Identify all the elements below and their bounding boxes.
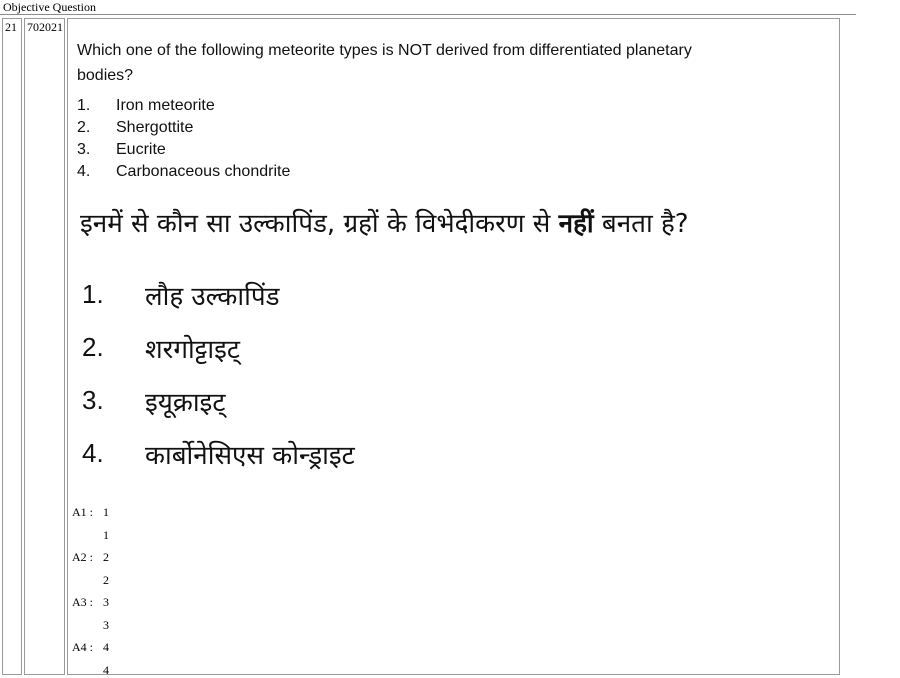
question-text-hindi <box>80 202 689 246</box>
option-english-4 <box>77 161 290 183</box>
options-hindi <box>82 268 355 480</box>
question-hindi-part2: बनता है? <box>593 209 689 239</box>
answer-label: A2 : <box>72 550 93 564</box>
option-label: इयूक्राइट् <box>145 387 226 418</box>
option-label: Shergottite <box>116 119 194 136</box>
option-number: 2. <box>77 119 91 136</box>
option-label: कार्बोनेसिएस कोन्ड्राइट <box>145 440 355 471</box>
option-number: 3. <box>77 141 91 158</box>
option-number: 1. <box>77 97 91 114</box>
option-hindi-4 <box>82 427 355 480</box>
option-number: 3. <box>82 385 104 415</box>
option-label: शरगोट्टाइट् <box>145 334 241 365</box>
answer-label: A4 : <box>72 640 93 654</box>
option-label: Carbonaceous chondrite <box>116 163 291 180</box>
header-divider <box>0 14 856 15</box>
section-header: Objective Question <box>3 0 96 14</box>
option-number: 4. <box>82 438 104 468</box>
answer-value: 4 <box>103 640 109 654</box>
question-hindi-part1: इनमें से कौन सा उल्कापिंड, ग्रहों के विभेदीकरण से <box>80 209 559 239</box>
answer-label: A1 : <box>72 505 93 519</box>
answer-value: 2 <box>103 550 109 564</box>
question-id: 702021 <box>27 20 63 34</box>
option-english-2 <box>77 117 290 139</box>
answer-value-repeat: 4 <box>103 663 109 677</box>
answer-label: A3 : <box>72 595 93 609</box>
option-english-1 <box>77 95 290 117</box>
option-label: लौह उल्कापिंड <box>145 281 280 312</box>
option-hindi-1 <box>82 268 355 321</box>
option-hindi-3 <box>82 374 355 427</box>
option-number: 2. <box>82 332 104 362</box>
answer-value-repeat: 2 <box>103 573 109 587</box>
question-id-cell <box>24 18 65 675</box>
answer-value: 1 <box>103 505 109 519</box>
question-number: 21 <box>5 20 17 34</box>
answer-value-repeat: 3 <box>103 618 109 632</box>
answer-value-repeat: 1 <box>103 528 109 542</box>
question-hindi-emphasis: नहीं <box>558 209 594 239</box>
question-number-cell <box>2 18 22 675</box>
answer-value: 3 <box>103 595 109 609</box>
option-english-3 <box>77 139 290 161</box>
option-label: Eucrite <box>116 141 166 158</box>
option-number: 1. <box>82 279 104 309</box>
option-hindi-2 <box>82 321 355 374</box>
option-number: 4. <box>77 163 91 180</box>
question-text-english: Which one of the following meteorite types is NOT derived from differentiated planetary bodies? <box>77 42 692 84</box>
options-english <box>77 95 290 183</box>
option-label: Iron meteorite <box>116 97 215 114</box>
